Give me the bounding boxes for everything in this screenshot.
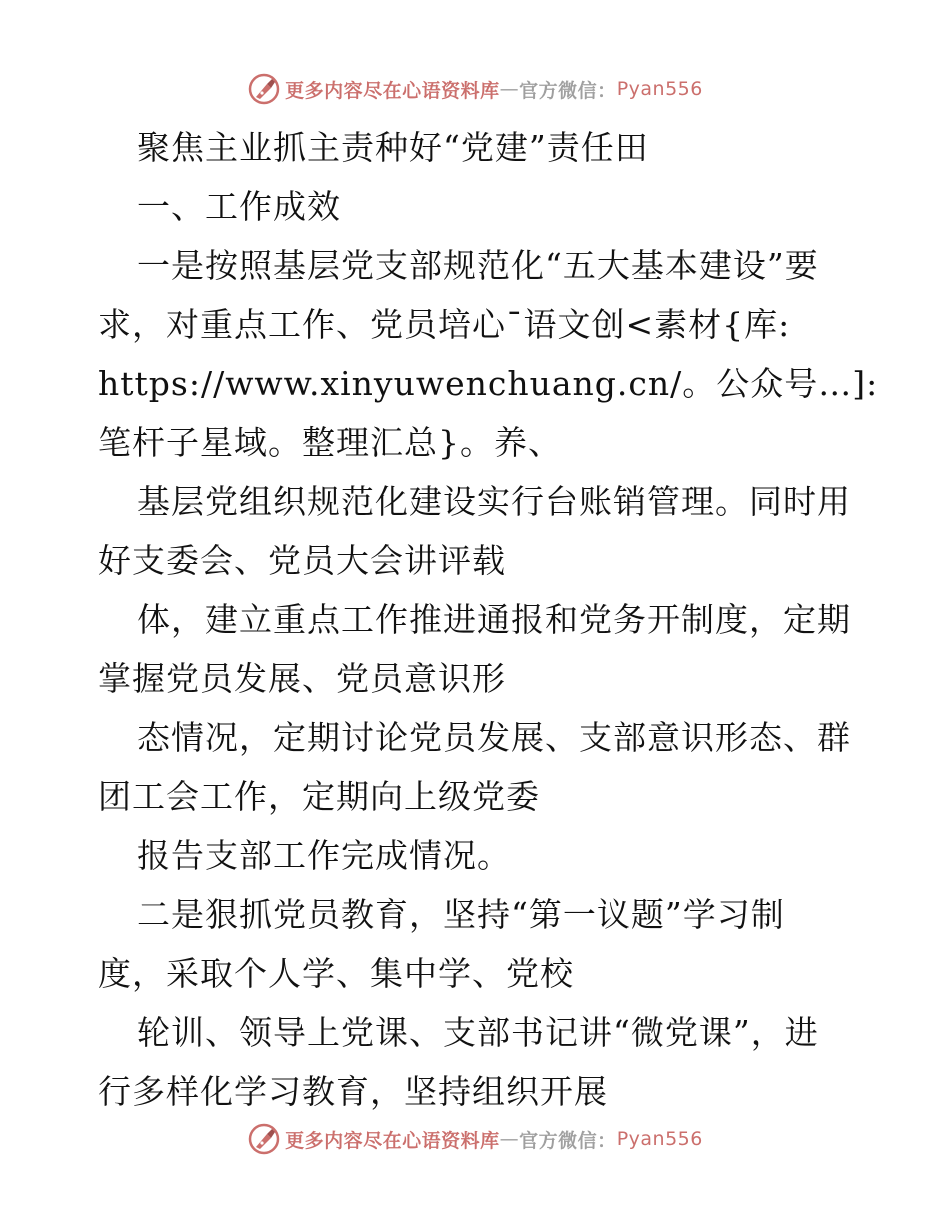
document-title: 聚焦主业抓主责种好“党建”责任田 [137,128,649,167]
text-line: 行多样化学习教育，坚持组织开展 [98,1072,608,1111]
text-line: 掌握党员发展、党员意识形 [98,659,506,698]
text-line: 态情况，定期讨论党员发展、支部意识形态、群 [137,718,851,757]
document-body [98,118,879,1121]
banner-dash: — [499,1128,520,1150]
banner-main-text: 更多内容尽在心语资料库 [285,79,500,102]
text-line: https://www.xinyuwenchuang.cn/。公众号…]: [98,364,879,403]
text-line: 报告支部工作完成情况。 [137,836,511,875]
text-line: 笔杆子星域。整理汇总}。养、 [98,423,562,462]
text-line: 求，对重点工作、党员培心¯语文创<素材{库: [98,305,791,344]
text-line: 好支委会、党员大会讲评载 [98,541,506,580]
banner-dash: — [499,78,520,100]
banner-wechat-label: 官方微信： [519,1129,617,1152]
pen-nib-logo-icon [247,72,281,106]
text-line: 度，采取个人学、集中学、党校 [98,954,574,993]
text-line: 团工会工作，定期向上级党委 [98,777,540,816]
text-line: 轮训、领导上党课、支部书记讲“微党课”，进 [137,1013,819,1052]
pen-nib-logo-icon [247,1122,281,1156]
text-line: 体，建立重点工作推进通报和党务开制度，定期 [137,600,851,639]
text-line: 二是狠抓党员教育，坚持“第一议题”学习制 [137,895,785,934]
section-heading: 一、工作成效 [137,187,341,226]
banner-main-text: 更多内容尽在心语资料库 [285,1129,500,1152]
banner-wechat-id: Pyan556 [616,1128,703,1150]
banner-wechat-label: 官方微信： [519,79,617,102]
header-watermark-banner [0,72,950,106]
text-line: 一是按照基层党支部规范化“五大基本建设”要 [137,246,819,285]
footer-watermark-banner [0,1122,950,1156]
banner-wechat-id: Pyan556 [616,78,703,100]
text-line: 基层党组织规范化建设实行台账销管理。同时用 [137,482,851,521]
